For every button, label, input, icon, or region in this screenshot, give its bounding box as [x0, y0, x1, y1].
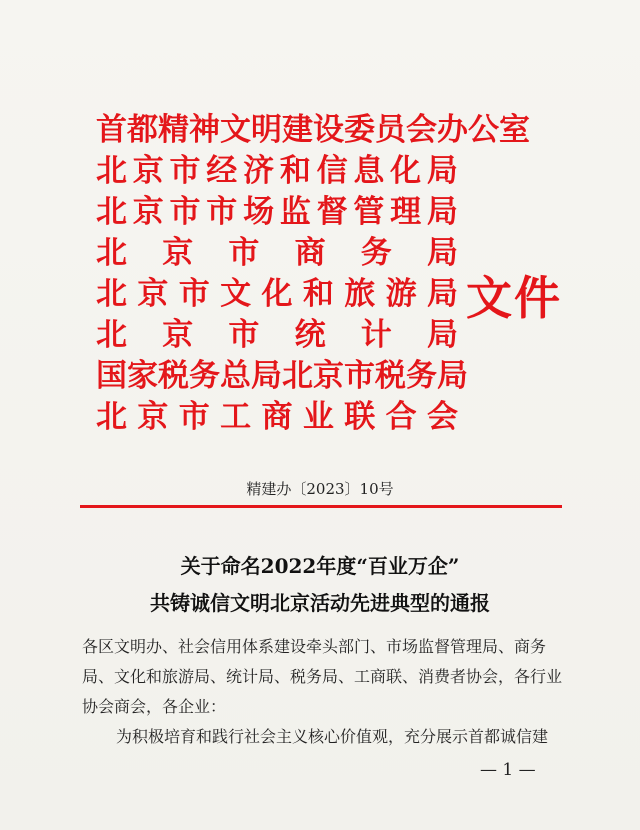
issuer-text: 管 — [353, 194, 385, 230]
issuer-text: 理 — [390, 194, 422, 230]
issuer-text: 会 — [427, 399, 458, 435]
issuer-text: 北 — [96, 317, 127, 353]
issuer-text: 商 — [294, 235, 326, 271]
page-number: — 1 — — [480, 760, 536, 780]
issuer-text: 市 — [228, 235, 260, 271]
issuer-line — [96, 397, 458, 438]
issuer-text: 首都精神文明建设委员会办公室 — [96, 112, 530, 148]
issuer-line — [96, 356, 468, 397]
issuer-text: 商 — [261, 399, 293, 435]
title-line-1: 关于命名2022年度“百业万企” — [180, 554, 460, 578]
document-number: 精建办〔2023〕10号 — [246, 480, 394, 498]
issuer-text: 济 — [243, 153, 275, 189]
issuer-text: 局 — [426, 317, 458, 353]
issuer-text: 北 — [96, 276, 127, 312]
issuer-line — [96, 151, 458, 192]
issuer-line — [96, 110, 530, 151]
issuer-text: 工 — [220, 399, 252, 435]
issuer-text: 北 — [96, 399, 127, 435]
issuer-text: 市 — [169, 153, 201, 189]
issuer-text: 北 — [96, 153, 127, 189]
issuer-text: 和 — [279, 153, 311, 189]
issuer-text: 局 — [426, 194, 458, 230]
issuer-text: 旅 — [344, 276, 376, 312]
issuer-text: 国家税务总局北京市税务局 — [96, 358, 468, 394]
issuer-text: 合 — [385, 399, 417, 435]
issuer-text: 统 — [294, 317, 326, 353]
issuer-text: 京 — [162, 235, 194, 271]
red-separator-line — [80, 505, 562, 508]
issuer-text: 市 — [169, 194, 201, 230]
issuer-line — [96, 315, 458, 356]
issuer-text: 经 — [206, 153, 238, 189]
issuer-text: 业 — [302, 399, 334, 435]
recipients-paragraph: 各区文明办、社会信用体系建设牵头部门、市场监督管理局、商务局、文化和旅游局、统计局、税务局、工商联、消费者协会，各行业协会商会，各企业： — [82, 637, 563, 716]
issuer-text: 京 — [132, 153, 164, 189]
issuer-text: 化 — [390, 153, 422, 189]
issuer-text: 京 — [132, 194, 164, 230]
title-line-2: 共铸诚信文明北京活动先进典型的通报 — [150, 591, 490, 615]
issuer-text: 北 — [96, 235, 127, 271]
body-paragraph-start: 为积极培育和践行社会主义核心价值观，充分展示首都诚信建 — [116, 727, 549, 746]
issuer-text: 信 — [316, 153, 348, 189]
issuer-text: 局 — [426, 235, 458, 271]
issuer-text: 市 — [206, 194, 238, 230]
issuer-text: 监 — [279, 194, 311, 230]
document-label: 文件 — [466, 271, 562, 325]
issuer-text: 督 — [316, 194, 348, 230]
issuer-text: 市 — [178, 276, 210, 312]
issuer-text: 京 — [137, 399, 169, 435]
issuer-text: 和 — [302, 276, 334, 312]
issuer-line — [96, 192, 458, 233]
issuer-text: 场 — [243, 194, 275, 230]
issuer-text: 计 — [360, 317, 392, 353]
issuer-text: 务 — [360, 235, 392, 271]
issuer-text: 京 — [137, 276, 169, 312]
issuer-text: 联 — [344, 399, 376, 435]
issuer-text: 文 — [220, 276, 252, 312]
issuer-line — [96, 233, 458, 274]
issuer-text: 局 — [427, 276, 458, 312]
issuer-text: 局 — [426, 153, 458, 189]
issuer-text: 息 — [353, 153, 385, 189]
issuer-text: 市 — [178, 399, 210, 435]
issuer-text: 游 — [385, 276, 417, 312]
issuer-text: 北 — [96, 194, 127, 230]
issuer-text: 京 — [162, 317, 194, 353]
issuer-text: 化 — [261, 276, 293, 312]
issuer-line — [96, 274, 458, 315]
issuer-text: 市 — [228, 317, 260, 353]
